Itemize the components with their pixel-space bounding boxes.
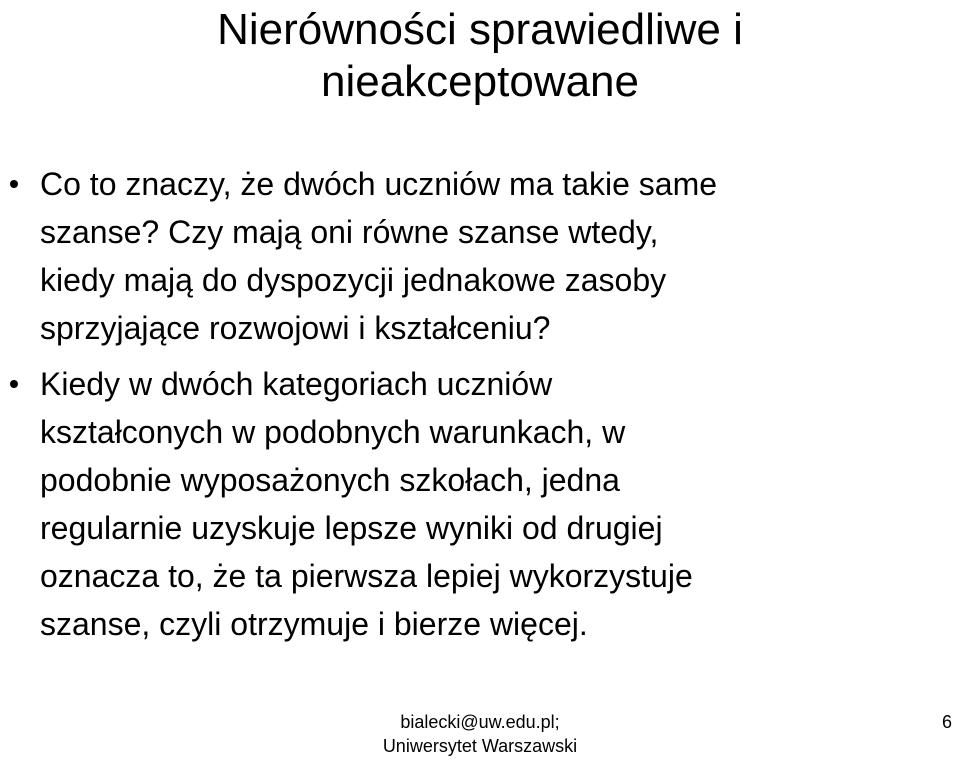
bullet-text-line: kształconych w podobnych warunkach, w [40, 414, 626, 450]
page-number: 6 [941, 712, 952, 732]
bullet-dot-icon [10, 180, 18, 188]
footer-email: bialecki@uw.edu.pl; [400, 712, 560, 732]
bullet-dot-icon [10, 380, 18, 388]
bullet-text-line: Co to znaczy, że dwóch uczniów ma takie same [40, 166, 718, 202]
bullet-item [40, 360, 940, 648]
slide-title [0, 4, 960, 108]
bullet-text-line: oznacza to, że ta pierwsza lepiej wykorzystuje [40, 558, 693, 594]
bullet-text-line: sprzyjające rozwojowi i kształceniu? [40, 310, 551, 346]
bullet-text-line: podobnie wyposażonych szkołach, jedna [40, 462, 620, 498]
bullet-text-line: kiedy mają do dyspozycji jednakowe zasoby [40, 262, 667, 298]
slide-footer [330, 710, 630, 758]
bullet-list [40, 160, 940, 656]
footer-institution: Uniwersytet Warszawski [382, 736, 578, 756]
slide-title-line: Nierówności sprawiedliwe i [217, 5, 743, 54]
bullet-text-line: Kiedy w dwóch kategoriach uczniów [40, 366, 553, 402]
bullet-text-line: szanse? Czy mają oni równe szanse wtedy, [40, 214, 659, 250]
bullet-text-line: szanse, czyli otrzymuje i bierze więcej. [40, 606, 588, 642]
bullet-text-line: regularnie uzyskuje lepsze wyniki od drugiej [40, 510, 663, 546]
slide-title-line: nieakceptowane [320, 57, 639, 106]
bullet-item [40, 160, 940, 352]
